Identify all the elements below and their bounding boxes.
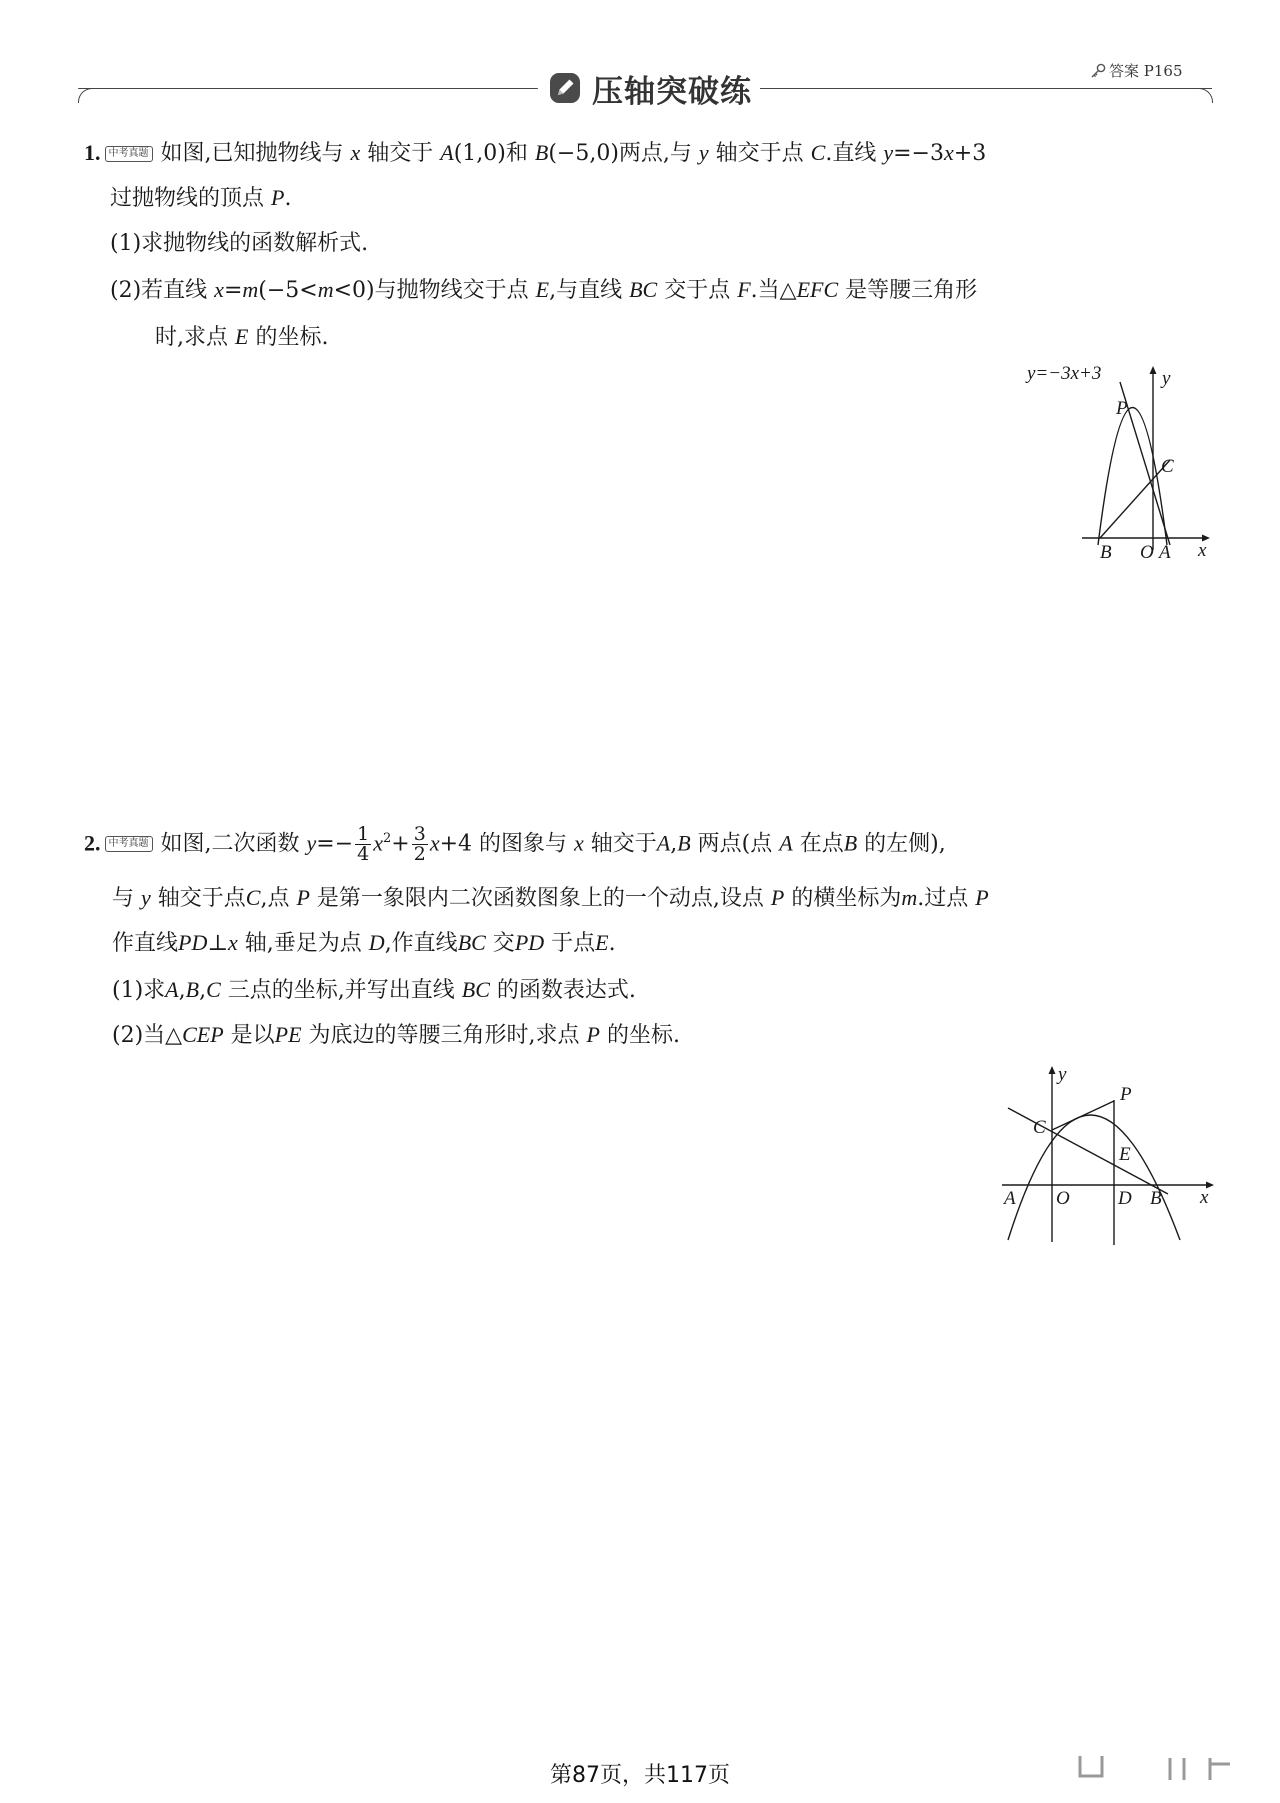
text: (1)求	[112, 978, 166, 1003]
text: 轴交于	[360, 141, 441, 166]
point-d-label: D	[1118, 1188, 1132, 1209]
var: EFC	[796, 277, 839, 302]
text: ,与直线	[549, 278, 630, 303]
text: .直线	[825, 141, 884, 166]
point-p-label: P	[1116, 398, 1128, 419]
x-axis-label: x	[1198, 540, 1207, 560]
text: (2)当△	[112, 1023, 183, 1048]
text: 是第一象限内二次函数图象上的一个动点,设点	[309, 886, 771, 911]
header-rule-cap-right	[1198, 88, 1213, 103]
text: .当△	[750, 278, 797, 303]
text: 的横坐标为	[784, 886, 902, 911]
text: 时,求点	[155, 325, 235, 350]
text: +	[391, 831, 410, 857]
text: (1,0)和	[453, 141, 535, 166]
text: 作直线	[112, 931, 179, 956]
problem-1-part-2-line-1	[110, 275, 977, 306]
point-b-label: B	[1150, 1188, 1162, 1209]
corner-scan-marks	[1060, 1754, 1260, 1784]
text: =	[223, 278, 243, 303]
scan-mark	[1210, 1758, 1230, 1780]
point-o-label: O	[1140, 542, 1154, 560]
var: P	[586, 1022, 600, 1047]
var: E	[595, 930, 609, 955]
var: PD	[178, 930, 208, 955]
text: ,点	[260, 886, 297, 911]
text: ,	[199, 978, 207, 1003]
problem-2-line-1	[84, 824, 946, 864]
problem-2-number: 2.	[84, 830, 101, 856]
problem-1-figure	[1020, 360, 1220, 560]
text: 的左侧),	[857, 831, 946, 857]
scan-mark	[1080, 1756, 1102, 1776]
denominator: 4	[357, 842, 370, 865]
key-icon	[1090, 63, 1106, 79]
var: m	[317, 277, 334, 302]
problem-1-number: 1.	[84, 140, 101, 165]
problem-2-line-2	[112, 883, 989, 914]
var: C	[245, 885, 261, 910]
section-title: 压轴突破练	[592, 73, 752, 110]
problem-2-part-2	[112, 1020, 680, 1051]
text: 轴交于点	[150, 886, 246, 911]
problem-2-line-3	[112, 928, 616, 959]
text: .	[284, 186, 292, 211]
point-e-label: E	[1119, 1144, 1131, 1165]
var: P	[770, 885, 785, 910]
var: B	[677, 830, 691, 856]
var: x	[350, 140, 361, 165]
var: A	[440, 140, 454, 165]
text: 过抛物线的顶点	[110, 186, 271, 211]
problem-2-part-1	[112, 975, 636, 1006]
point-b-label: B	[1100, 542, 1112, 560]
var: m	[242, 277, 259, 302]
var: CEP	[182, 1022, 224, 1047]
header-rule-cap-left	[78, 88, 93, 103]
point-a-label: A	[1159, 542, 1171, 560]
var: m	[901, 885, 918, 910]
fraction-1-4	[355, 822, 371, 865]
var: B	[534, 140, 549, 165]
var: x	[373, 830, 383, 856]
text: 交	[485, 931, 515, 956]
text: =−3	[893, 141, 944, 166]
line-bc	[1008, 1108, 1168, 1194]
var: C	[206, 977, 221, 1002]
text: 是以	[223, 1023, 275, 1048]
text: 的函数表达式.	[489, 978, 636, 1003]
problem-1-part-1: (1)求抛物线的函数解析式.	[110, 231, 369, 256]
text: ⊥	[207, 931, 229, 956]
problem-2-figure	[990, 1060, 1220, 1250]
var: P	[975, 885, 989, 910]
var: x	[228, 930, 238, 955]
text: 在点	[792, 831, 844, 857]
exponent: 2	[383, 831, 392, 846]
point-a-label: A	[1004, 1188, 1016, 1209]
var: BC	[461, 977, 490, 1002]
text: (2)若直线	[110, 278, 215, 303]
problem-1-line-2	[110, 183, 291, 214]
problem-2-tag: 中考真题	[105, 836, 153, 852]
var: PD	[514, 930, 545, 955]
var: BC	[629, 277, 658, 302]
problem-1-tag: 中考真题	[105, 146, 153, 162]
section-title-block	[548, 66, 752, 110]
parabola	[1098, 408, 1167, 546]
text: ,作直线	[384, 931, 458, 956]
var: x	[574, 830, 584, 856]
var: E	[235, 324, 249, 349]
text: <0)与抛物线交于点	[333, 278, 536, 303]
var: y	[141, 885, 151, 910]
y-axis-label: y	[1058, 1064, 1067, 1085]
var: x	[944, 140, 954, 165]
text: ,	[178, 978, 186, 1003]
problem-1-line-1	[84, 138, 986, 169]
text: 轴交于点	[708, 141, 811, 166]
y-axis-arrow	[1150, 366, 1157, 374]
text: 与	[112, 886, 141, 911]
header-rule-right	[760, 88, 1212, 89]
problem-1-part-2-line-2	[155, 322, 328, 353]
denominator: 2	[413, 842, 426, 865]
numerator: 1	[357, 822, 370, 845]
text: =−	[316, 831, 354, 857]
pencil-icon	[548, 71, 582, 105]
var: F	[737, 277, 751, 302]
text: 的坐标.	[248, 325, 329, 350]
text: +4 的图象与	[439, 831, 574, 857]
text: 轴交于	[583, 831, 657, 857]
answer-reference	[1090, 60, 1183, 81]
var: E	[535, 277, 550, 302]
text: +3	[953, 141, 987, 166]
var: A	[165, 977, 179, 1002]
var: y	[883, 140, 894, 165]
text: 两点(点	[690, 831, 780, 857]
text: 如图,二次函数	[160, 831, 307, 857]
line-label: y=−3x+3	[1027, 363, 1102, 384]
segment-cp	[1052, 1101, 1114, 1130]
point-c-label: C	[1033, 1117, 1046, 1138]
var: PE	[274, 1022, 302, 1047]
text: 交于点	[657, 278, 738, 303]
x-axis-label: x	[1200, 1187, 1209, 1208]
var: x	[429, 830, 440, 856]
var: y	[306, 830, 317, 856]
text: 是等腰三角形	[838, 278, 978, 303]
y-axis-label: y	[1162, 368, 1171, 389]
text: (−5<	[258, 278, 318, 303]
var: D	[368, 930, 385, 955]
text: 轴,垂足为点	[237, 931, 369, 956]
text: (−5,0)两点,与	[548, 141, 699, 166]
var: C	[810, 140, 826, 165]
point-c-label: C	[1161, 456, 1174, 477]
y-axis-arrow	[1049, 1066, 1056, 1074]
point-p-label: P	[1120, 1084, 1132, 1105]
text: 三点的坐标,并写出直线	[220, 978, 462, 1003]
var: A	[656, 830, 671, 856]
var: A	[779, 830, 793, 856]
text: .	[608, 931, 616, 956]
answer-reference-text: 答案 P165	[1109, 62, 1183, 80]
text: ,	[670, 831, 678, 857]
numerator: 3	[413, 822, 426, 845]
text: 的坐标.	[599, 1023, 680, 1048]
var: B	[843, 830, 858, 856]
var: BC	[457, 930, 486, 955]
header-rule-left	[78, 88, 538, 89]
text: 为底边的等腰三角形时,求点	[301, 1023, 587, 1048]
line-bc	[1100, 460, 1170, 538]
var: P	[271, 185, 285, 210]
var: x	[214, 277, 224, 302]
text: 如图,已知抛物线与	[160, 141, 351, 166]
text: 于点	[544, 931, 596, 956]
text: .过点	[917, 886, 976, 911]
var: y	[698, 140, 709, 165]
var: P	[296, 885, 310, 910]
page-indicator: 第87页，共117页	[550, 1763, 730, 1788]
var: B	[185, 977, 200, 1002]
point-o-label: O	[1056, 1188, 1070, 1209]
fraction-3-2	[412, 822, 428, 865]
